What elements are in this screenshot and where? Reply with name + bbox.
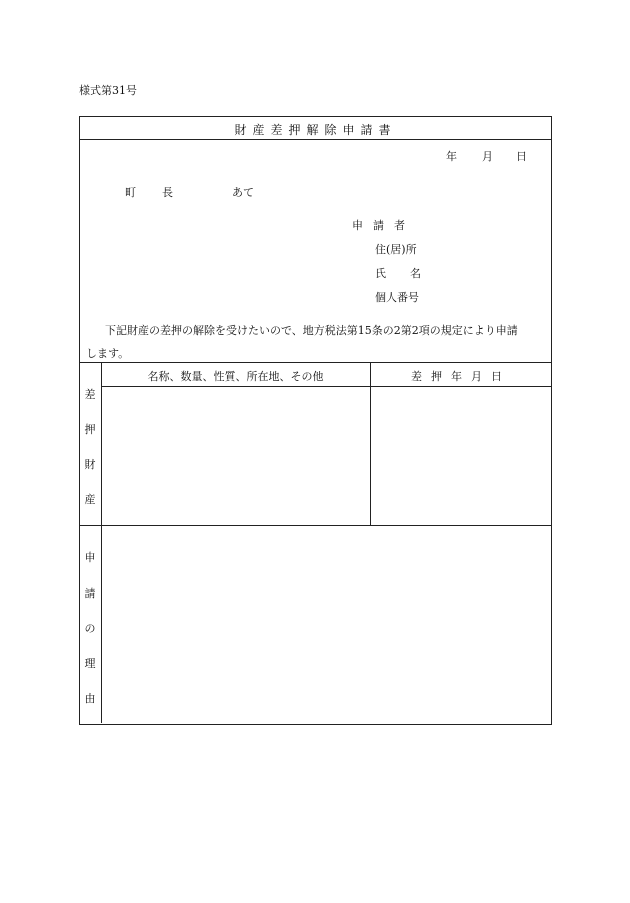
property-label-char: 差 bbox=[84, 388, 96, 401]
date-day: 日 bbox=[516, 150, 527, 163]
property-col-header-right: 差押年月日 bbox=[411, 370, 511, 383]
date-month: 月 bbox=[482, 150, 493, 163]
applicant-name-label-1: 氏 bbox=[375, 267, 386, 280]
applicant-address-label: 住(居)所 bbox=[375, 243, 417, 256]
reason-label-char: 由 bbox=[84, 692, 96, 705]
property-label-char: 産 bbox=[84, 493, 96, 506]
addressee-honorific: あて bbox=[232, 186, 254, 199]
addressee-chief: 長 bbox=[162, 186, 173, 199]
property-table-bottom bbox=[79, 525, 551, 526]
form-title: 財産差押解除申請書 bbox=[234, 123, 397, 137]
applicant-heading: 申請者 bbox=[352, 219, 415, 232]
property-label-char: 財 bbox=[84, 458, 96, 471]
reason-label-char: 申 bbox=[84, 551, 96, 564]
title-divider bbox=[79, 139, 551, 140]
applicant-name-label-2: 名 bbox=[410, 267, 421, 280]
body-text-line2: します。 bbox=[86, 347, 130, 360]
addressee-town: 町 bbox=[125, 186, 136, 199]
reason-label-char: 理 bbox=[84, 657, 96, 670]
property-label-divider bbox=[101, 362, 102, 723]
applicant-personal-number-label: 個人番号 bbox=[375, 291, 419, 304]
property-table-top bbox=[79, 362, 551, 363]
body-text-line1: 下記財産の差押の解除を受けたいので、地方税法第15条の2第2項の規定により申請 bbox=[105, 324, 518, 337]
form-number: 様式第31号 bbox=[79, 84, 137, 97]
property-label-char: 押 bbox=[84, 423, 96, 436]
property-col-header-left: 名称、数量、性質、所在地、その他 bbox=[147, 370, 324, 383]
date-year: 年 bbox=[446, 150, 457, 163]
property-header-divider bbox=[101, 386, 551, 387]
reason-label-char: 請 bbox=[84, 587, 96, 600]
reason-label-char: の bbox=[84, 622, 96, 635]
form-frame bbox=[79, 116, 552, 725]
